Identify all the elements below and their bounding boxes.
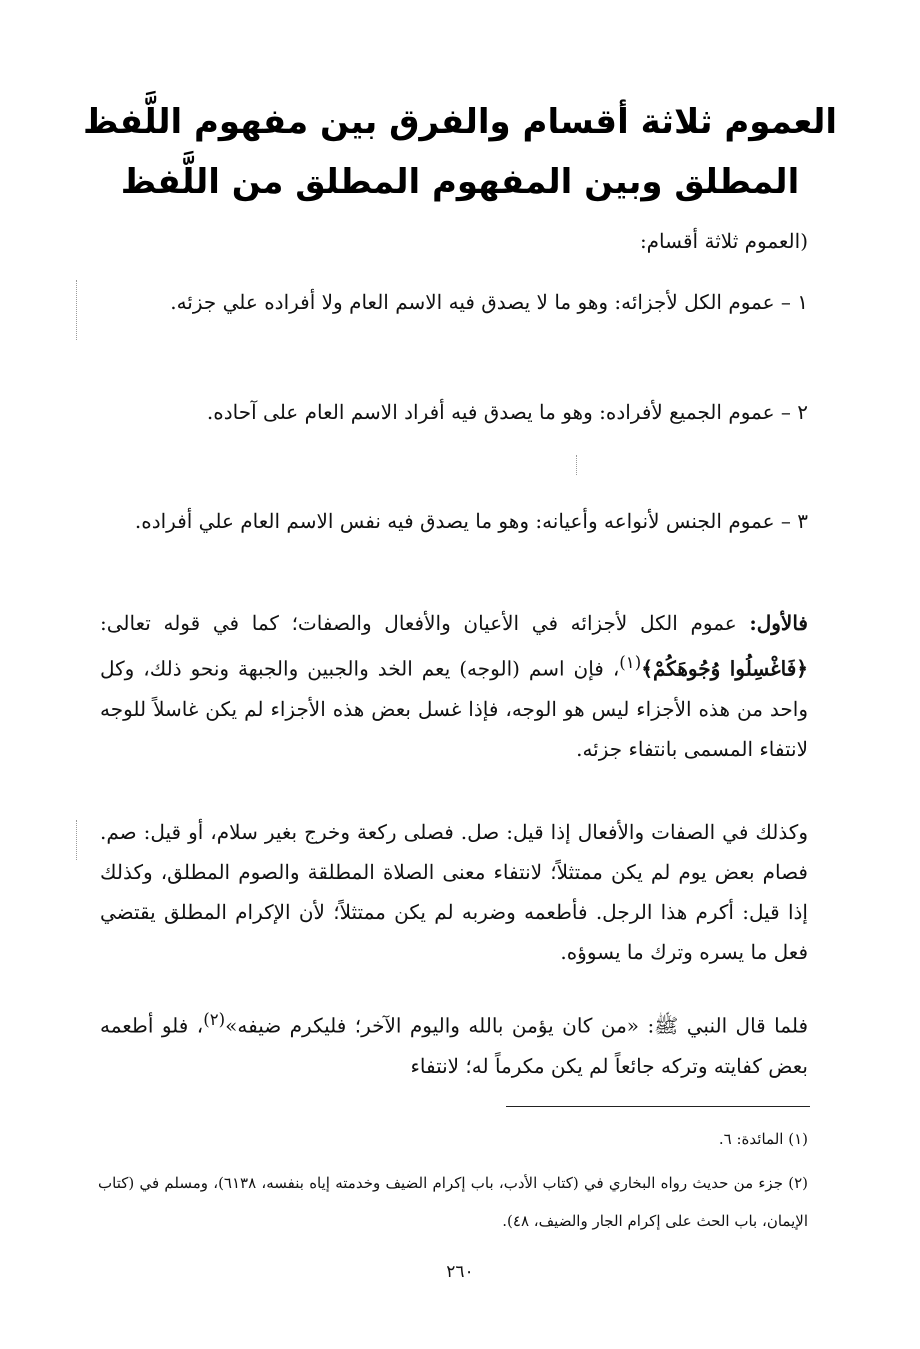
list-item-1: ١ – عموم الكل لأجزائه: وهو ما لا يصدق فيه الاسم العام ولا أفراده علي جزئه. bbox=[170, 290, 808, 314]
list-item-2: ٢ – عموم الجميع لأفراده: وهو ما يصدق فيه أفراد الاسم العام على آحاده. bbox=[206, 400, 808, 424]
chapter-title-line-2: المطلق وبين المفهوم المطلق من اللَّفظ bbox=[120, 162, 800, 202]
paragraph-first-type-text-2: ، فإن اسم (الوجه) يعم الخد والجبين والجبهة ونحو ذلك، وكل واحد من هذه الأجزاء ليس هو الوجه، فإذا غسل بعض هذه الأجزاء لم يكن غاسلاً للوجه لانتفاء المسمى بانتفاء جزئه. bbox=[100, 656, 808, 761]
chapter-title-line-1: العموم ثلاثة أقسام والفرق بين مفهوم اللَّفظ bbox=[82, 102, 838, 142]
scan-margin-mark bbox=[576, 455, 579, 475]
page-number: ٢٦٠ bbox=[446, 1262, 474, 1282]
paragraph-first-type bbox=[100, 603, 808, 769]
footnote-separator bbox=[506, 1106, 810, 1107]
scan-margin-mark bbox=[76, 280, 79, 340]
footnote-2: (٢) جزء من حديث رواه البخاري في (كتاب الأدب، باب إكرام الضيف وخدمته إياه بنفسه، ٦١٣٨)، ومسلم في (كتاب الإيمان، باب الحث على إكرام الجار والضيف، ٤٨). bbox=[98, 1174, 808, 1230]
paragraph-first-type-text-1: عموم الكل لأجزائه في الأعيان والأفعال والصفات؛ كما في قوله تعالى: bbox=[100, 611, 750, 635]
intro-line: (العموم ثلاثة أقسام: bbox=[639, 229, 808, 253]
paragraph-hadith bbox=[100, 1000, 808, 1086]
quran-verse: ﴿فَاغْسِلُوا وُجُوهَكُمْ﴾ bbox=[641, 656, 808, 681]
footnote-ref-1: (١) bbox=[619, 653, 642, 672]
footnote-ref-2: (٢) bbox=[203, 1010, 226, 1029]
paragraph-hadith-text-2: ، فلو أطعمه بعض كفايته وتركه جائعاً لم يكن مكرماً له؛ لانتفاء bbox=[100, 1013, 808, 1078]
scan-margin-mark bbox=[76, 820, 79, 860]
chapter-title bbox=[80, 92, 840, 212]
paragraph-attributes-actions: وكذلك في الصفات والأفعال إذا قيل: صل. فصلى ركعة وخرج بغير سلام، أو قيل: صم. فصام بعض يوم لم يكن ممتثلاً؛ لانتفاء معنى الصلاة المطلقة والصوم المطلق، وكذلك إذا قيل: أكرم هذا الرجل. فأطعمه وضربه لم يكن ممتثلاً؛ لأن الإكرام المطلق يقتضي فعل ما يسره وترك ما يسوؤه. bbox=[100, 820, 808, 964]
paragraph-lead-word: فالأول: bbox=[749, 611, 808, 635]
paragraph-hadith-text-1: فلما قال النبي ﷺ: «من كان يؤمن بالله واليوم الآخر؛ فليكرم ضيفه» bbox=[225, 1013, 808, 1038]
list-item-3: ٣ – عموم الجنس لأنواعه وأعيانه: وهو ما يصدق فيه نفس الاسم العام علي أفراده. bbox=[134, 509, 808, 533]
footnote-1: (١) المائدة: ٦. bbox=[718, 1130, 808, 1148]
